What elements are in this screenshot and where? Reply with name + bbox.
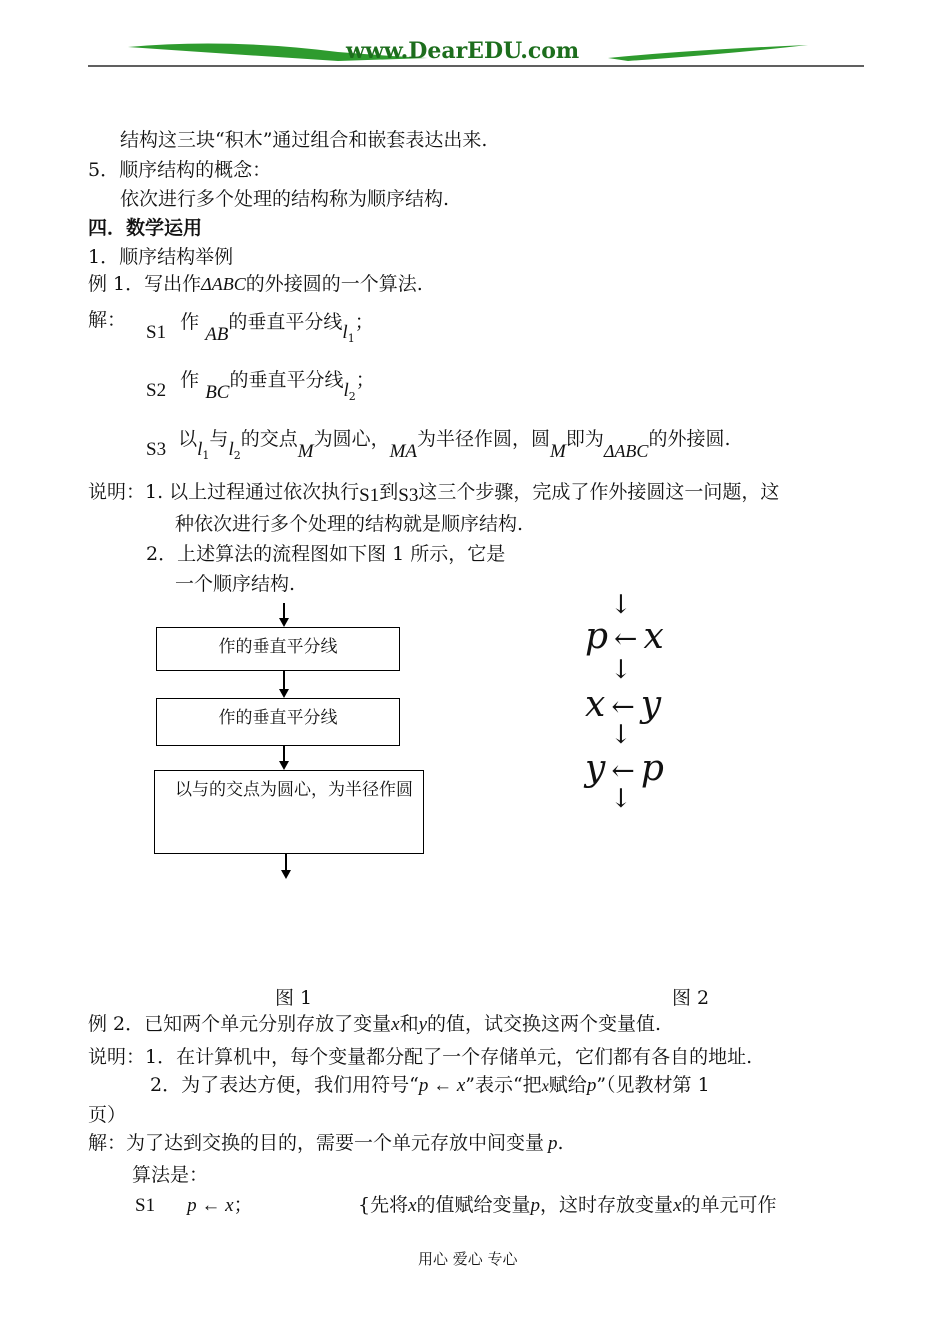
ex2-b: 和 (399, 1013, 419, 1035)
fig2-r1-right: x (643, 616, 664, 657)
s3-l2sub: 2 (233, 449, 241, 462)
s2-seg: BC (205, 382, 230, 403)
s3-c: 的交点 (240, 428, 298, 450)
fig2-down-1: ↓ (610, 655, 632, 685)
s1-end: ； (354, 311, 374, 333)
solution-2 (88, 1131, 564, 1156)
n2-2p: p (586, 1075, 597, 1096)
s2-l: l (343, 380, 349, 401)
fig1-caption: 图 1 (275, 987, 313, 1009)
alg-s1-end: ； (233, 1194, 253, 1216)
s2-end: ； (355, 369, 375, 391)
alg-c-b: 的值赋给变量 (416, 1194, 531, 1216)
fc-arrow-1 (279, 689, 289, 698)
s2-a: 作 (180, 369, 200, 391)
fig2-r2-arrow: ← (611, 690, 635, 723)
n2-2c: 赋给 (548, 1074, 587, 1096)
s3-l1: l (197, 439, 203, 460)
s3-g: 的外接圆. (648, 428, 731, 450)
step-s2 (146, 368, 375, 401)
fc-line-1 (283, 671, 285, 691)
s1-seg: AB (205, 324, 229, 345)
solution-label: 解： (88, 309, 127, 331)
fig2-row-2 (585, 684, 661, 725)
note2-1: 说明：1．在计算机中，每个变量都分配了一个存储单元，它们都有各自的地址. (88, 1046, 753, 1068)
note1-s3: S3 (398, 485, 419, 506)
note2-2 (150, 1073, 710, 1099)
s3-l1sub: 1 (202, 449, 210, 462)
algorithm-step-1 (135, 1193, 253, 1218)
ex2-x: x (391, 1014, 400, 1035)
s3-e: 为半径作圆，圆 (417, 428, 551, 450)
example-2 (88, 1012, 661, 1037)
alg-c-c: ，这时存放变量 (540, 1194, 674, 1216)
s3-tri: ΔABC (603, 441, 649, 461)
fig2-r2-left: x (585, 684, 606, 725)
line-2: 5．顺序结构的概念： (88, 159, 272, 181)
note1-s1: S1 (359, 485, 380, 506)
fig2-r2-right: y (640, 684, 662, 725)
fc-box-2 (156, 698, 400, 746)
n2-2x: x (541, 1078, 549, 1095)
ex2-y: y (418, 1014, 428, 1035)
s3-M2: M (550, 441, 566, 462)
fig2-caption: 图 2 (672, 987, 710, 1009)
s3-l2: l (228, 439, 234, 460)
note-1 (88, 480, 779, 505)
sol2-p: p (548, 1133, 558, 1154)
section-heading: 四．数学运用 (88, 217, 203, 239)
note-1-cont: 种依次进行多个处理的结构就是顺序结构. (175, 513, 524, 535)
fc-box-2-label: 作的垂直平分线 (218, 708, 338, 728)
example-1 (88, 272, 423, 296)
fig2-r3-arrow: ← (611, 754, 635, 787)
fc-box-3 (154, 770, 424, 854)
n2-2a: 2．为了表达方便，我们用符号“ (150, 1074, 419, 1096)
s3-d: 为圆心， (313, 428, 390, 450)
algorithm-label: 算法是： (132, 1164, 209, 1186)
alg-c-x: x (408, 1195, 417, 1216)
fig2-r3-right: p (640, 748, 664, 789)
fig2-down-3: ↓ (610, 784, 632, 814)
s3-f: 即为 (565, 428, 604, 450)
note-2: 2．上述算法的流程图如下图 1 所示，它是 (146, 543, 506, 565)
fc-box-1-label: 作的垂直平分线 (218, 637, 338, 657)
step-s1 (146, 310, 374, 343)
ex1-triangle: ΔABC (201, 274, 246, 294)
fc-arrow-2 (279, 761, 289, 770)
fc-arrow-0 (279, 618, 289, 627)
line-1: 结构这三块“积木”通过组合和嵌套表达出来. (120, 129, 488, 151)
s2-b: 的垂直平分线 (229, 369, 344, 391)
footer-text: 用心 爱心 专心 (418, 1250, 518, 1268)
s1-label: S1 (146, 322, 167, 343)
note1-a: 说明：1. 以上过程通过依次执行 (88, 481, 360, 503)
note1-c: 这三个步骤，完成了作外接圆这一问题，这 (418, 481, 780, 503)
line-5: 1．顺序结构举例 (88, 246, 234, 268)
alg-c-d: 的单元可作 (681, 1194, 777, 1216)
fc-line-2 (283, 746, 285, 762)
ex1-prefix: 例 1．写出作 (88, 273, 202, 295)
header-banner (88, 30, 864, 72)
note1-b: 到 (379, 481, 399, 503)
sol2-b: . (557, 1132, 564, 1154)
s1-l: l (342, 322, 348, 343)
s3-a: 以 (178, 428, 198, 450)
alg-s1-expr: p ← x (187, 1195, 234, 1216)
s3-label: S3 (146, 439, 167, 460)
n2-2d: ”（见教材第 1 (596, 1074, 710, 1096)
s1-sub: 1 (347, 332, 355, 345)
fig2-down-2: ↓ (610, 720, 632, 750)
alg-c-x2: x (673, 1195, 682, 1216)
fig2-row-1 (585, 616, 664, 657)
n2-2sym: p ← x (418, 1075, 466, 1096)
s3-b: 与 (209, 428, 229, 450)
s1-b: 的垂直平分线 (228, 311, 343, 333)
s1-a: 作 (180, 311, 200, 333)
fig2-r1-arrow: ← (614, 622, 638, 655)
alg-s1: S1 (135, 1195, 156, 1216)
fc-box-1 (156, 627, 400, 671)
fig2-r1-left: p (585, 616, 609, 657)
ex1-suffix: 的外接圆的一个算法. (245, 273, 423, 295)
sol2-a: 解：为了达到交换的目的，需要一个单元存放中间变量 (88, 1132, 545, 1154)
fig2-down-0: ↓ (610, 590, 632, 620)
ex2-c: 的值，试交换这两个变量值. (427, 1013, 662, 1035)
algorithm-comment (358, 1193, 777, 1218)
n2-2b: ”表示“把 (465, 1074, 542, 1096)
note2-2-cont: 页） (88, 1104, 127, 1126)
fc-arrow-3 (281, 870, 291, 879)
ex2-a: 例 2．已知两个单元分别存放了变量 (88, 1013, 392, 1035)
alg-c-p: p (530, 1195, 541, 1216)
fc-box-3-label: 以与的交点为圆心，为半径作圆 (175, 780, 413, 800)
fig2-row-3 (585, 748, 664, 789)
fig2-r3-left: y (585, 748, 606, 789)
s3-M: M (297, 441, 314, 462)
s2-sub: 2 (348, 390, 356, 403)
note-2-cont: 一个顺序结构. (175, 573, 296, 595)
line-3: 依次进行多个处理的结构称为顺序结构. (120, 188, 450, 210)
alg-c-a: {先将 (358, 1194, 409, 1216)
site-title: www.DearEDU.com (346, 38, 580, 64)
step-s3 (146, 427, 730, 460)
s3-MA: MA (389, 441, 418, 462)
s2-label: S2 (146, 380, 167, 401)
